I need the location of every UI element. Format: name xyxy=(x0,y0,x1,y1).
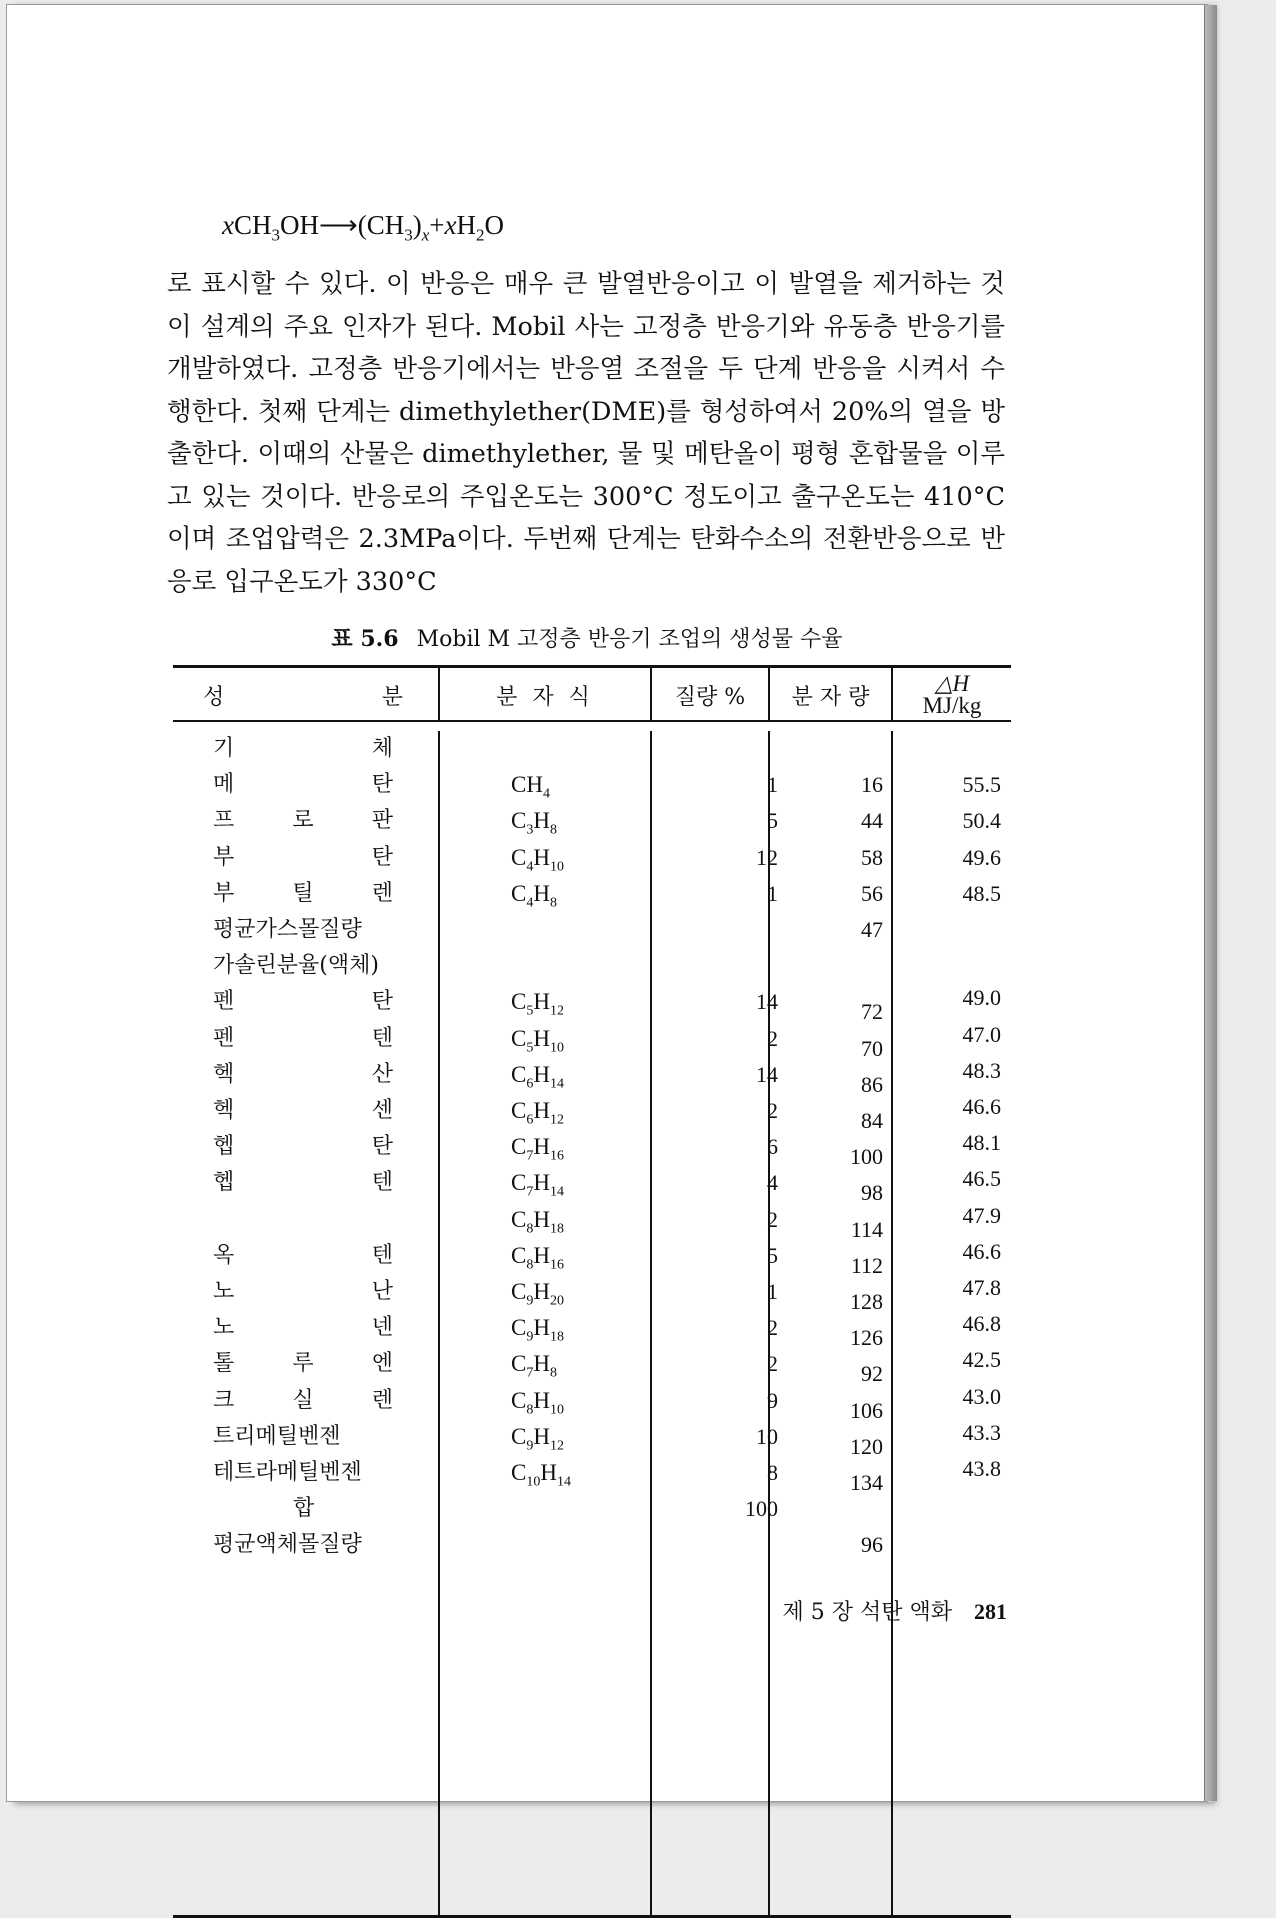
heat-of-combustion: 47.0 xyxy=(962,1021,1001,1047)
page-footer xyxy=(707,1595,1007,1626)
component-name-part: 크 xyxy=(213,1387,235,1413)
mass-percent: 5 xyxy=(767,1242,778,1268)
header-enthalpy: △H MJ/kg xyxy=(922,671,982,718)
component-name-part: 루 xyxy=(292,1351,314,1377)
mass-percent: 100 xyxy=(745,1496,778,1522)
formula-subscript: 14 xyxy=(549,1076,564,1092)
formula-subscript: 12 xyxy=(549,1438,564,1454)
formula-element: H xyxy=(533,1242,550,1268)
formula-element: C xyxy=(511,1423,527,1449)
molecular-weight: 126 xyxy=(850,1325,883,1351)
formula-subscript: 7 xyxy=(526,1184,534,1200)
molecular-weight: 100 xyxy=(850,1144,883,1170)
component-name-part: 센 xyxy=(371,1098,393,1123)
component-name-part: 판 xyxy=(371,808,393,834)
formula-element: H xyxy=(533,1387,550,1413)
formula-subscript: 9 xyxy=(526,1438,534,1454)
formula-subscript: 14 xyxy=(549,1184,564,1200)
component-name-part: 렌 xyxy=(371,1387,393,1413)
molecular-weight: 128 xyxy=(850,1289,883,1314)
table-row xyxy=(173,731,1011,767)
formula-element: C xyxy=(511,880,527,906)
heat-of-combustion: 46.6 xyxy=(962,1238,1001,1264)
table-row xyxy=(173,803,1011,839)
molecular-weight: 98 xyxy=(861,1180,883,1206)
chemical-equation: $xCH_3OH⟶(CH_3)_x+xH_2O$ xyxy=(222,210,504,245)
molecular-formula xyxy=(511,1129,564,1165)
heat-of-combustion: 49.6 xyxy=(962,844,1001,870)
header-component: 성 분 xyxy=(203,684,403,710)
heat-of-combustion xyxy=(933,1491,1001,1527)
formula-element: H xyxy=(533,1134,550,1160)
component-name-part: 텐 xyxy=(371,1170,393,1196)
molecular-formula xyxy=(511,984,564,1020)
formula-subscript: 9 xyxy=(526,1293,534,1309)
molecular-weight: 58 xyxy=(861,844,883,870)
molecular-weight: 92 xyxy=(861,1361,883,1387)
mass-percent: 1 xyxy=(767,1279,778,1304)
component-name-part: 합 xyxy=(293,1496,315,1522)
molecular-weight: 134 xyxy=(850,1470,883,1495)
molecular-weight: 84 xyxy=(861,1108,883,1133)
component-name xyxy=(213,1093,393,1129)
formula-subscript: 16 xyxy=(549,1257,564,1273)
formula-subscript: 18 xyxy=(549,1221,564,1237)
formula-subscript: 10 xyxy=(526,1474,541,1490)
formula-element: H xyxy=(533,1061,550,1087)
heat-of-combustion: 42.5 xyxy=(962,1347,1001,1373)
molecular-formula xyxy=(511,1165,564,1201)
component-name-part: 엔 xyxy=(371,1351,393,1377)
component-name-part: 노 xyxy=(213,1315,235,1341)
component-name-part: 기 xyxy=(213,736,235,761)
formula-element: H xyxy=(540,1460,557,1485)
mass-percent: 1 xyxy=(767,880,778,906)
formula-element: C xyxy=(511,1460,527,1485)
mass-percent: 14 xyxy=(756,989,778,1015)
table-row xyxy=(173,1419,1011,1459)
formula-subscript: 6 xyxy=(526,1076,534,1092)
mass-percent xyxy=(678,948,778,984)
table-row xyxy=(173,1455,1011,1495)
formula-subscript: 6 xyxy=(526,1112,534,1128)
heat-of-combustion xyxy=(933,912,1001,948)
component-name xyxy=(213,948,393,984)
formula-subscript: 9 xyxy=(526,1329,534,1345)
component-name xyxy=(213,1310,393,1346)
table-row xyxy=(173,1346,1011,1387)
table-caption xyxy=(167,622,1007,653)
table-row xyxy=(173,912,1011,948)
formula-subscript: 10 xyxy=(549,1402,564,1418)
table-row xyxy=(173,948,1011,984)
formula-element: C xyxy=(511,1134,527,1160)
molecular-formula xyxy=(511,876,557,912)
component-name xyxy=(213,1057,393,1093)
molecular-formula xyxy=(511,1057,564,1093)
formula-subscript: 14 xyxy=(556,1474,571,1490)
formula-subscript: 8 xyxy=(526,1221,534,1237)
molecular-formula xyxy=(511,1455,571,1491)
component-name xyxy=(213,876,393,912)
molecular-formula xyxy=(511,1202,564,1238)
component-name-part: 탄 xyxy=(371,772,393,798)
molecular-formula xyxy=(511,1093,564,1129)
heat-of-combustion: 50.4 xyxy=(962,808,1001,834)
formula-subscript: 4 xyxy=(526,859,534,875)
body-paragraph: 로 표시할 수 있다. 이 반응은 매우 큰 발열반응이고 이 발열을 제거하는 것이 설계의 주요 인자가 된다. Mobil 사는 고정층 반응기와 유동층 반응기를 개발하였다. 고정층 반응기에서는 반응열 조절을 두 단계 반응을 시켜서 수행한다. 첫째 단계는 dimethylether(DME)를 형성하여서 20%의 열을 방출한다. 이때의 산물은 dimethylether, 물 및 메탄올이 평형 혼합물을 이루고 있는 것이다. 반응로의 주입온도는 300°C 정도이고 출구온도는 410°C이며 조업압력은 2.3MPa이다. 두번째 단계는 탄화수소의 전환반응으로 반응로 입구온도가 330°C xyxy=(167,269,1005,597)
molecular-formula xyxy=(511,1383,564,1419)
header-molecular-weight: 분 자 량 xyxy=(791,684,870,710)
molecular-weight: 112 xyxy=(850,1252,883,1278)
component-name xyxy=(213,1274,393,1310)
molecular-formula xyxy=(511,1419,564,1455)
formula-element: H xyxy=(533,989,550,1015)
heat-of-combustion: 48.5 xyxy=(962,880,1001,906)
component-name xyxy=(213,1455,393,1491)
component-name xyxy=(213,912,393,948)
component-name-part: 펜 xyxy=(213,989,235,1015)
component-name-part: 평균가스몰질량 xyxy=(213,917,362,942)
heat-of-combustion: 46.8 xyxy=(962,1311,1001,1337)
table-row xyxy=(173,840,1011,876)
component-name-part: 산 xyxy=(371,1061,393,1087)
table-row xyxy=(173,1383,1011,1423)
component-name xyxy=(213,803,393,839)
heat-of-combustion: 55.5 xyxy=(962,772,1001,798)
component-name-part: 로 xyxy=(292,808,314,834)
component-name-part: 텐 xyxy=(371,1242,393,1268)
molecular-formula xyxy=(511,1238,564,1274)
component-name-part: 텐 xyxy=(371,1025,393,1051)
table-row xyxy=(173,1238,1011,1278)
formula-element: C xyxy=(511,1387,527,1413)
component-name-part: 틸 xyxy=(292,880,314,906)
heat-of-combustion: 46.6 xyxy=(962,1094,1001,1119)
table-number: 표 5.6 xyxy=(331,626,399,652)
heat-of-combustion xyxy=(933,948,1001,984)
formula-element: H xyxy=(533,1206,550,1232)
formula-subscript: 4 xyxy=(542,786,550,802)
molecular-weight: 16 xyxy=(861,772,883,798)
formula-subscript: 8 xyxy=(549,822,557,838)
molecular-weight: 70 xyxy=(861,1035,883,1061)
component-name xyxy=(213,767,393,803)
component-name-part: 실 xyxy=(292,1387,314,1413)
formula-element: C xyxy=(511,1351,527,1377)
formula-element: H xyxy=(533,844,550,870)
formula-subscript: 5 xyxy=(526,1003,534,1019)
molecular-weight: 120 xyxy=(850,1433,883,1459)
mass-percent: 10 xyxy=(756,1423,778,1449)
heat-of-combustion xyxy=(933,731,1001,767)
formula-subscript: 5 xyxy=(526,1040,534,1056)
molecular-weight: 86 xyxy=(861,1071,883,1097)
table-header-rule xyxy=(173,720,1011,722)
component-name-part: 부 xyxy=(213,844,235,870)
component-name-part: 노 xyxy=(213,1279,235,1304)
formula-subscript: 8 xyxy=(526,1257,534,1273)
chapter-title: 제 5 장 석탄 액화 xyxy=(782,1600,952,1625)
mass-percent xyxy=(678,731,778,767)
component-name-part: 넨 xyxy=(371,1315,393,1341)
page-number: 281 xyxy=(974,1599,1007,1624)
mass-percent: 4 xyxy=(767,1170,778,1196)
molecular-formula xyxy=(511,840,564,876)
molecular-formula xyxy=(511,1274,564,1310)
table-row xyxy=(173,767,1011,803)
component-name-part: 탄 xyxy=(371,989,393,1015)
component-name-part: 옥 xyxy=(213,1242,235,1268)
mass-percent xyxy=(678,1527,778,1563)
formula-subscript: 10 xyxy=(549,1040,564,1056)
molecular-weight: 47 xyxy=(861,917,883,942)
page-edge xyxy=(1204,5,1217,1801)
component-name xyxy=(213,1383,393,1419)
table-row xyxy=(173,876,1011,912)
formula-element: C xyxy=(511,1061,527,1087)
formula-element: H xyxy=(533,1423,550,1449)
table-row xyxy=(173,1129,1011,1170)
component-name-part: 평균액체몰질량 xyxy=(213,1532,362,1558)
molecular-weight: 72 xyxy=(861,999,883,1025)
molecular-weight: 114 xyxy=(850,1216,883,1242)
component-name xyxy=(213,1129,393,1165)
molecular-weight: 56 xyxy=(861,880,883,906)
formula-element: H xyxy=(533,1098,550,1123)
component-name xyxy=(213,1491,473,1527)
mass-percent: 8 xyxy=(767,1460,778,1485)
formula-element: H xyxy=(533,1170,550,1196)
formula-subscript: 3 xyxy=(526,822,534,838)
molecular-weight xyxy=(803,1491,883,1527)
molecular-weight: 44 xyxy=(861,808,883,834)
formula-subscript: 16 xyxy=(549,1148,564,1164)
molecular-formula xyxy=(511,803,557,839)
formula-subscript: 12 xyxy=(549,1003,564,1019)
mass-percent: 5 xyxy=(767,808,778,834)
heat-of-combustion: 49.0 xyxy=(962,985,1001,1011)
formula-element: CH xyxy=(511,772,543,798)
component-name xyxy=(213,1165,393,1201)
formula-element: C xyxy=(511,989,527,1015)
component-name xyxy=(213,1346,393,1382)
mass-percent: 2 xyxy=(767,1206,778,1232)
formula-subscript: 12 xyxy=(549,1112,564,1128)
mass-percent: 14 xyxy=(756,1061,778,1087)
formula-subscript: 18 xyxy=(549,1329,564,1345)
formula-subscript: 4 xyxy=(526,895,534,911)
formula-subscript: 8 xyxy=(526,1402,534,1418)
formula-subscript: 8 xyxy=(549,895,557,911)
component-name-part: 메 xyxy=(213,772,235,798)
component-name-part: 렌 xyxy=(371,880,393,906)
component-name xyxy=(213,1527,393,1563)
formula-element: C xyxy=(511,1025,527,1051)
table-title: Mobil M 고정층 반응기 조업의 생성물 수율 xyxy=(416,627,843,652)
heat-of-combustion: 43.8 xyxy=(962,1456,1001,1481)
formula-subscript: 8 xyxy=(549,1365,557,1381)
table-row xyxy=(173,1491,1011,1527)
formula-subscript: 10 xyxy=(549,859,564,875)
formula-element: H xyxy=(533,1351,550,1377)
heat-of-combustion: 48.1 xyxy=(962,1130,1001,1156)
formula-element: C xyxy=(511,1206,527,1232)
component-name-part: 가솔린분율(액체) xyxy=(213,953,379,979)
heat-of-combustion: 43.3 xyxy=(962,1419,1001,1445)
formula-subscript: 7 xyxy=(526,1148,534,1164)
component-name-part: 펜 xyxy=(213,1025,235,1051)
table-row xyxy=(173,1057,1011,1097)
heat-of-combustion: 47.8 xyxy=(962,1275,1001,1300)
table-row xyxy=(173,1527,1011,1563)
mass-percent xyxy=(678,912,778,948)
heat-of-combustion: 47.9 xyxy=(962,1202,1001,1228)
formula-element: H xyxy=(533,808,550,834)
mass-percent: 2 xyxy=(767,1315,778,1341)
table-row xyxy=(173,984,1011,1025)
molecular-weight xyxy=(803,948,883,984)
mass-percent: 2 xyxy=(767,1098,778,1123)
component-name-part: 트리메틸벤젠 xyxy=(213,1423,341,1449)
component-name-part: 부 xyxy=(213,880,235,906)
formula-element: C xyxy=(511,1170,527,1196)
formula-element: C xyxy=(511,808,527,834)
component-name-part: 탄 xyxy=(371,844,393,870)
mass-percent: 1 xyxy=(767,772,778,798)
formula-element: C xyxy=(511,1315,527,1341)
table-row xyxy=(173,1165,1011,1206)
table-row xyxy=(173,1274,1011,1314)
formula-subscript: 20 xyxy=(549,1293,564,1309)
molecular-weight: 96 xyxy=(861,1532,883,1558)
component-name-part: 헵 xyxy=(213,1134,235,1160)
formula-subscript: 7 xyxy=(526,1365,534,1381)
table-row xyxy=(173,1093,1011,1133)
mass-percent: 2 xyxy=(767,1025,778,1051)
table-row xyxy=(173,1021,1011,1061)
molecular-formula xyxy=(511,1346,557,1382)
formula-element: H xyxy=(533,1025,550,1051)
formula-element: H xyxy=(533,1315,550,1341)
table-row xyxy=(173,1310,1011,1351)
mass-percent: 6 xyxy=(767,1134,778,1160)
component-name xyxy=(213,731,393,767)
formula-element: H xyxy=(533,880,550,906)
document-page xyxy=(6,4,1208,1802)
component-name-part: 난 xyxy=(371,1279,393,1304)
heat-of-combustion xyxy=(933,1527,1001,1563)
header-mass-percent: 질량 % xyxy=(674,684,746,710)
mass-percent: 9 xyxy=(767,1387,778,1413)
molecular-weight xyxy=(803,731,883,767)
molecular-formula xyxy=(511,1310,564,1346)
formula-element: H xyxy=(533,1279,550,1304)
component-name-part: 헥 xyxy=(213,1098,235,1123)
formula-element: C xyxy=(511,1098,527,1123)
heat-of-combustion: 48.3 xyxy=(962,1057,1001,1083)
molecular-formula xyxy=(511,767,550,803)
component-name-part: 테트라메틸벤젠 xyxy=(213,1460,362,1485)
component-name xyxy=(213,1202,393,1238)
component-name xyxy=(213,1419,393,1455)
molecular-weight: 106 xyxy=(850,1397,883,1423)
component-name xyxy=(213,840,393,876)
mass-percent: 12 xyxy=(756,844,778,870)
component-name-part: 체 xyxy=(371,736,393,761)
component-name-part: 톨 xyxy=(213,1351,235,1377)
molecular-formula xyxy=(511,1021,564,1057)
component-name xyxy=(213,984,393,1020)
table-row xyxy=(173,1202,1011,1242)
mass-percent: 2 xyxy=(767,1351,778,1377)
heat-of-combustion: 46.5 xyxy=(962,1166,1001,1192)
formula-element: C xyxy=(511,844,527,870)
heat-of-combustion: 43.0 xyxy=(962,1383,1001,1409)
formula-element: C xyxy=(511,1242,527,1268)
component-name-part: 헵 xyxy=(213,1170,235,1196)
formula-element: C xyxy=(511,1279,527,1304)
header-formula: 분 자 식 xyxy=(496,684,594,710)
component-name-part: 프 xyxy=(213,808,235,834)
component-name-part: 헥 xyxy=(213,1061,235,1087)
component-name xyxy=(213,1021,393,1057)
component-name xyxy=(213,1238,393,1274)
table-top-rule xyxy=(173,665,1011,668)
component-name-part: 탄 xyxy=(371,1134,393,1160)
